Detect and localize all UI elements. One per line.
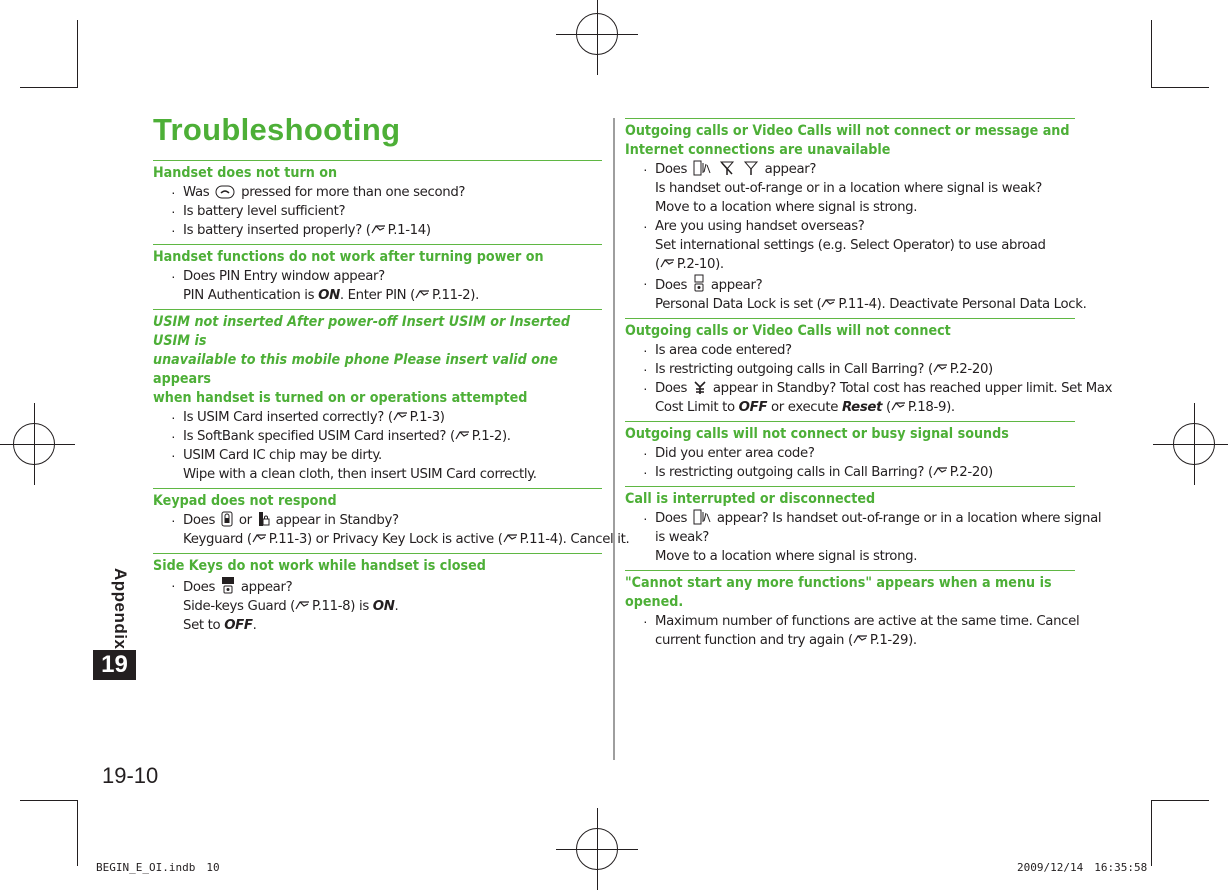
crop-mark [1151,800,1209,801]
list-item: · Are you using handset overseas? Set international settings (e.g. Select Operator) to use abroad ( P.2-10). [625,217,1075,274]
section-heading: Call is interrupted or disconnected [625,491,876,507]
registration-mark [556,808,638,890]
crop-mark [1151,20,1152,88]
out-of-range-icon [693,509,711,525]
section-keypad-not-respond [153,488,630,549]
reference-icon [295,599,311,611]
chapter-number-tab: 19 [93,650,136,680]
section-heading: Outgoing calls will not connect or busy signal sounds [625,426,1009,442]
side-keys-guard-icon [221,576,235,594]
no-signal-icon [719,160,735,176]
list-item: · Is restricting outgoing calls in Call Barring? ( P.2-20) [625,463,1075,482]
column-divider [613,118,615,760]
section-heading: USIM not inserted After power-off Insert USIM or Inserted USIM is unavailable to this mobile phone Please insert valid one appears when handset is turned on or operations attempted [153,314,570,406]
crop-mark [77,20,78,88]
section-heading: Handset functions do not work after turning power on [153,249,544,265]
list-item: · Does appear? Side-keys Guard ( P.11-8) is ON. Set to OFF. [153,576,602,635]
list-item: · Did you enter area code? [625,444,1075,463]
reference-icon [393,410,409,422]
section-outgoing-calls-message [625,118,1087,314]
list-item: · Does appear? Personal Data Lock is set ( P.11-4). Deactivate Personal Data Lock. [625,274,1075,314]
crop-mark [20,87,78,88]
section-functions-not-work [153,244,602,305]
footer-timestamp: 2009/12/14 16:35:58 [1017,861,1148,874]
reference-icon [371,223,387,235]
reference-icon [415,288,431,300]
section-heading: Outgoing calls or Video Calls will not connect [625,323,951,339]
right-column [625,118,1113,654]
list-item: · Is restricting outgoing calls in Call Barring? ( P.2-20) [625,360,1075,379]
crop-mark [1151,800,1152,866]
registration-mark [556,0,638,75]
crop-mark [77,800,78,866]
reference-icon [455,429,471,441]
reference-icon [503,532,519,544]
list-item: · Maximum number of functions are active at the same time. Cancel current function and try again ( P.1-29). [625,612,1075,650]
left-column [153,160,630,639]
section-cannot-start-functions [625,570,1080,650]
antenna-icon [743,160,759,176]
list-item: · Is USIM Card inserted correctly? ( P.1-3) [153,408,602,427]
page-number: 19-10 [102,763,159,788]
keyguard-icon [221,511,233,527]
section-heading: Side Keys do not work while handset is closed [153,558,486,574]
footer-file-info: BEGIN_E_OI.indb 10 [96,861,220,874]
section-handset-not-on [153,160,602,240]
chapter-side-label: Appendix [111,568,130,650]
list-item: · Was pressed for more than one second? [153,183,602,202]
registration-mark [0,403,75,485]
list-item: · Does appear? Is handset out-of-range or in a location where signal is weak? Move to a location where signal is strong. [625,160,1075,217]
privacy-key-lock-icon [258,511,270,527]
list-item: · Does PIN Entry window appear? PIN Authentication is ON. Enter PIN ( P.11-2). [153,267,602,305]
section-heading: "Cannot start any more functions" appears when a menu is opened. [625,575,1052,610]
reference-icon [891,400,907,412]
page-title: Troubleshooting [153,112,401,147]
list-item: · Is battery level sufficient? [153,202,602,221]
registration-mark [1153,403,1228,485]
section-outgoing-calls [625,318,1113,417]
reference-icon [933,362,949,374]
reference-icon [252,532,268,544]
section-call-interrupted [625,486,1102,566]
list-item: · Is SoftBank specified USIM Card inserted? ( P.1-2). [153,427,602,446]
reference-icon [660,257,676,269]
section-busy-signal [625,421,1075,482]
reference-icon [853,633,869,645]
list-item: · Is area code entered? [625,341,1075,360]
list-item: · USIM Card IC chip may be dirty. Wipe with a clean cloth, then insert USIM Card correctly. [153,446,602,484]
section-heading: Handset does not turn on [153,165,338,181]
reference-icon [821,297,837,309]
out-of-range-icon [693,160,711,176]
list-item: · Does or appear in Standby? Keyguard ( P.11-3) or Privacy Key Lock is active ( P.11-4). Cancel it. [153,511,602,549]
power-key-icon [215,185,235,199]
section-heading: Keypad does not respond [153,493,337,509]
section-usim-not-inserted [153,309,602,484]
reference-icon [933,465,949,477]
crop-mark [1151,87,1209,88]
cost-limit-icon [693,381,707,395]
section-side-keys [153,553,602,635]
personal-data-lock-icon [693,274,705,292]
section-heading: Outgoing calls or Video Calls will not connect or message and Internet connections are unavailable [625,123,1070,158]
list-item: · Does appear in Standby? Total cost has reached upper limit. Set Max Cost Limit to OFF or execute Reset ( P.18-9). [625,379,1075,417]
crop-mark [20,800,78,801]
list-item: · Does appear? Is handset out-of-range or in a location where signal is weak? Move to a location where signal is strong. [625,509,1075,566]
list-item: · Is battery inserted properly? ( P.1-14) [153,221,602,240]
